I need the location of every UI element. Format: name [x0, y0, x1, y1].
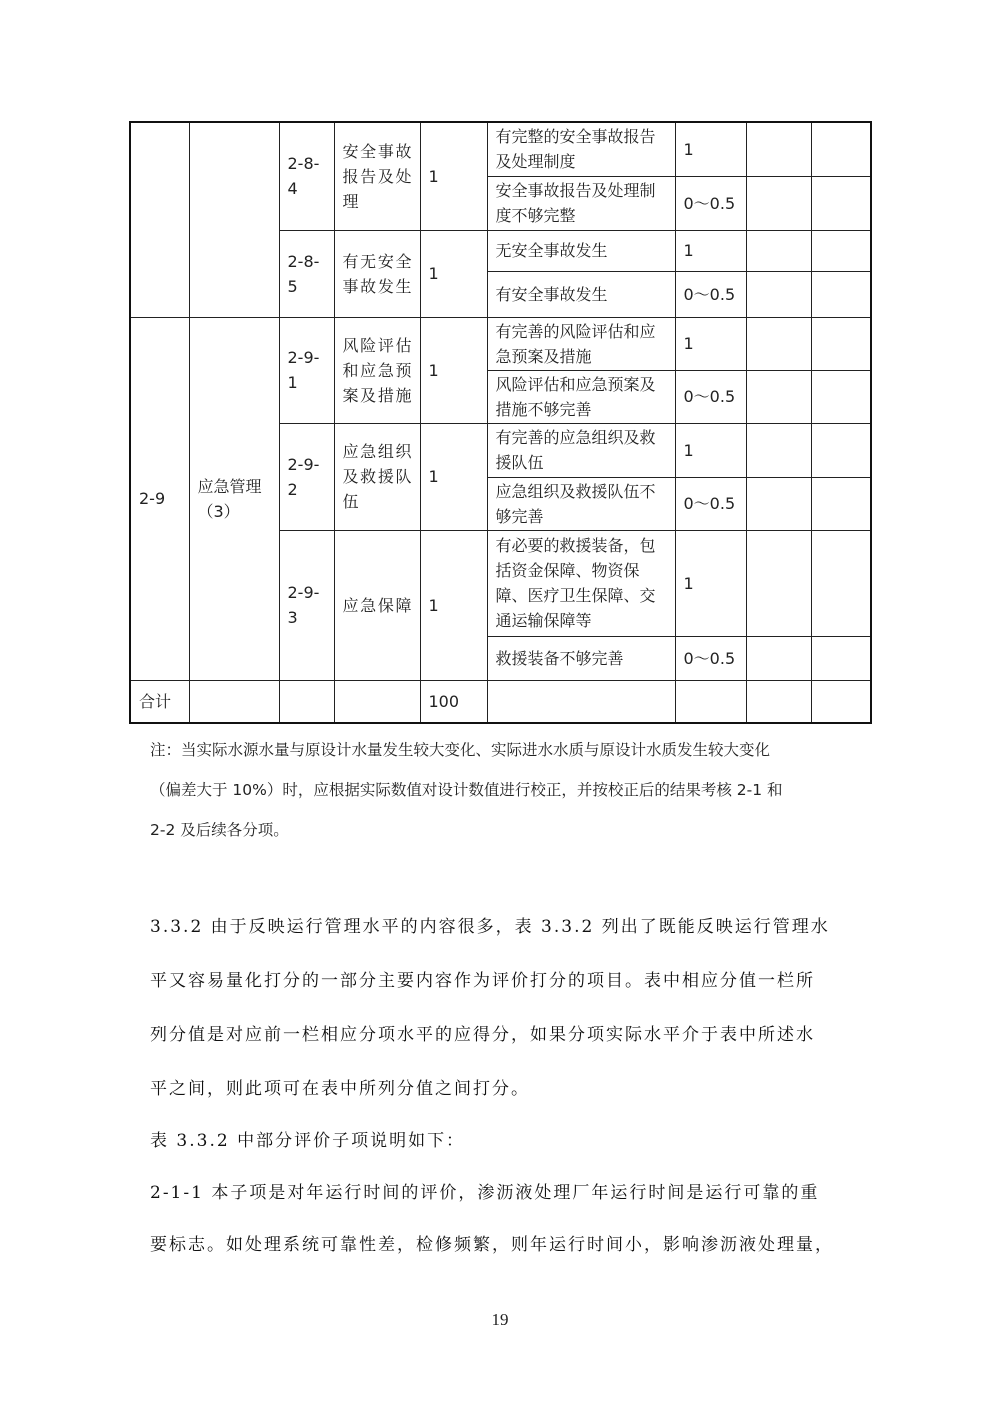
criterion-score: 0～0.5 [675, 271, 746, 317]
criterion-score: 1 [675, 317, 746, 370]
item-name: 安全事故报告及处理 [334, 122, 420, 230]
item-points: 1 [420, 317, 487, 423]
item-points: 1 [420, 530, 487, 680]
empty-cell [746, 230, 811, 271]
criterion-score: 1 [675, 122, 746, 176]
criterion-desc: 应急组织及救援队伍不够完善 [487, 477, 675, 530]
evaluation-table [129, 121, 872, 724]
criterion-score: 0～0.5 [675, 370, 746, 423]
item-name: 有无安全事故发生 [334, 230, 420, 317]
criterion-desc: 无安全事故发生 [487, 230, 675, 271]
empty-cell [487, 680, 675, 723]
total-label: 合计 [130, 680, 189, 723]
item-points: 1 [420, 122, 487, 230]
criterion-desc: 风险评估和应急预案及措施不够完善 [487, 370, 675, 423]
table-row [130, 317, 871, 370]
empty-cell [675, 680, 746, 723]
item-code: 2-9-2 [279, 423, 334, 530]
item-code: 2-9-3 [279, 530, 334, 680]
criterion-score: 0～0.5 [675, 636, 746, 680]
item-points: 1 [420, 230, 487, 317]
criterion-score: 1 [675, 423, 746, 477]
empty-cell [746, 636, 811, 680]
body-text-line: 3.3.2 由于反映运行管理水平的内容很多，表 3.3.2 列出了既能反映运行管理水 [150, 917, 830, 937]
item-name: 风险评估和应急预案及措施 [334, 317, 420, 423]
page-number: 19 [491, 1310, 509, 1329]
criterion-score: 0～0.5 [675, 477, 746, 530]
criterion-desc: 救援装备不够完善 [487, 636, 675, 680]
criterion-desc: 有完善的应急组织及救援队伍 [487, 423, 675, 477]
empty-cell [334, 680, 420, 723]
criterion-desc: 有安全事故发生 [487, 271, 675, 317]
empty-cell [746, 370, 811, 423]
item-name: 应急组织及救援队伍 [334, 423, 420, 530]
criterion-desc: 有完整的安全事故报告及处理制度 [487, 122, 675, 176]
body-text-line: 平又容易量化打分的一部分主要内容作为评价打分的项目。表中相应分值一栏所 [150, 971, 815, 991]
empty-cell [811, 636, 871, 680]
empty-cell [746, 423, 811, 477]
item-code: 2-8-5 [279, 230, 334, 317]
criterion-score: 1 [675, 230, 746, 271]
empty-cell [189, 680, 279, 723]
empty-cell [189, 122, 279, 317]
total-points: 100 [420, 680, 487, 723]
section-code: 2-9 [130, 317, 189, 680]
empty-cell [811, 530, 871, 636]
body-text-line: 要标志。如处理系统可靠性差，检修频繁，则年运行时间小，影响渗沥液处理量， [150, 1235, 834, 1255]
empty-cell [130, 122, 189, 317]
item-points: 1 [420, 423, 487, 530]
empty-cell [746, 477, 811, 530]
criterion-desc: 有完善的风险评估和应急预案及措施 [487, 317, 675, 370]
empty-cell [746, 176, 811, 230]
empty-cell [811, 176, 871, 230]
body-text-line: 2-1-1 本子项是对年运行时间的评价，渗沥液处理厂年运行时间是运行可靠的重 [150, 1183, 820, 1203]
table-note-line: （偏差大于 10%）时，应根据实际数值对设计数值进行校正，并按校正后的结果考核 2-1 和 [150, 781, 783, 799]
table-note-line: 注：当实际水源水量与原设计水量发生较大变化、实际进水水质与原设计水质发生较大变化 [150, 741, 771, 759]
item-code: 2-8-4 [279, 122, 334, 230]
empty-cell [746, 530, 811, 636]
empty-cell [746, 122, 811, 176]
empty-cell [811, 370, 871, 423]
criterion-score: 1 [675, 530, 746, 636]
empty-cell [811, 122, 871, 176]
body-text-line: 表 3.3.2 中部分评价子项说明如下： [150, 1131, 466, 1151]
empty-cell [811, 230, 871, 271]
criterion-score: 0～0.5 [675, 176, 746, 230]
item-name: 应急保障 [334, 530, 420, 680]
body-text-line: 列分值是对应前一栏相应分项水平的应得分，如果分项实际水平介于表中所述水 [150, 1025, 815, 1045]
empty-cell [811, 477, 871, 530]
empty-cell [279, 680, 334, 723]
total-row [130, 680, 871, 723]
criterion-desc: 有必要的救援装备，包括资金保障、物资保障、医疗卫生保障、交通运输保障等 [487, 530, 675, 636]
empty-cell [746, 271, 811, 317]
empty-cell [811, 271, 871, 317]
empty-cell [811, 317, 871, 370]
section-name: 应急管理（3） [189, 317, 279, 680]
body-text-line: 平之间，则此项可在表中所列分值之间打分。 [150, 1079, 530, 1099]
empty-cell [746, 317, 811, 370]
table-note-line: 2-2 及后续各分项。 [150, 821, 289, 839]
empty-cell [811, 423, 871, 477]
table-row [130, 122, 871, 176]
empty-cell [811, 680, 871, 723]
empty-cell [746, 680, 811, 723]
item-code: 2-9-1 [279, 317, 334, 423]
criterion-desc: 安全事故报告及处理制度不够完整 [487, 176, 675, 230]
